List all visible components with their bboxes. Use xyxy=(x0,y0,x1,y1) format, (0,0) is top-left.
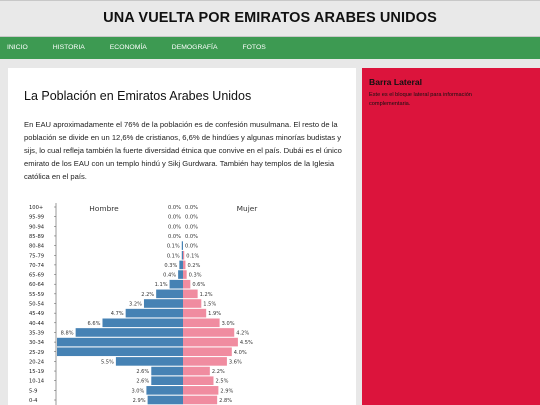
female-value-label: 2.9% xyxy=(220,388,234,395)
male-bar xyxy=(116,357,183,366)
female-value-label: 1.9% xyxy=(208,311,222,318)
male-value-label: 3.0% xyxy=(131,388,145,395)
male-value-label: 8.8% xyxy=(60,330,74,337)
pyramid-svg xyxy=(26,200,356,405)
male-value-label: 2.2% xyxy=(141,291,155,298)
main-nav xyxy=(0,37,540,59)
age-tick-label: 0-4 xyxy=(29,398,38,404)
age-tick-label: 15-19 xyxy=(29,369,45,376)
male-value-label: 0.0% xyxy=(168,233,181,240)
male-bar xyxy=(57,338,183,347)
nav-item-historia[interactable]: HISTORIA xyxy=(52,44,85,51)
female-value-label: 1.5% xyxy=(203,301,217,308)
population-pyramid-chart xyxy=(26,200,356,405)
male-bar xyxy=(178,270,183,279)
female-value-label: 3.0% xyxy=(221,320,235,327)
female-value-label: 0.0% xyxy=(185,243,198,250)
female-value-label: 4.2% xyxy=(236,330,250,337)
female-value-label: 0.0% xyxy=(185,205,198,211)
female-bar xyxy=(183,251,184,260)
female-value-label: 3.6% xyxy=(228,359,242,366)
female-bar xyxy=(183,319,220,328)
female-bar xyxy=(183,299,201,308)
nav-item-inicio[interactable]: INICIO xyxy=(7,44,28,51)
male-value-label: 4.7% xyxy=(110,311,124,318)
female-value-label: 0.1% xyxy=(186,253,200,260)
age-tick-label: 40-44 xyxy=(29,320,45,327)
female-bar xyxy=(183,270,187,279)
nav-item-demografia[interactable]: DEMOGRAFÍA xyxy=(171,44,218,51)
female-bar xyxy=(183,396,217,405)
nav-item-economia[interactable]: ECONOMÍA xyxy=(109,44,147,51)
site-title: UNA VUELTA POR EMIRATOS ARABES UNIDOS xyxy=(103,10,437,26)
female-bar xyxy=(183,376,214,385)
age-tick-label: 50-54 xyxy=(29,301,45,308)
female-value-label: 0.0% xyxy=(185,233,198,240)
male-bar xyxy=(144,299,183,308)
male-bar xyxy=(156,290,183,299)
male-value-label: 0.4% xyxy=(163,272,177,279)
male-value-label: 0.0% xyxy=(168,224,181,231)
age-tick-label: 10-14 xyxy=(29,378,45,385)
female-bar xyxy=(183,386,218,395)
female-bar xyxy=(183,309,206,318)
male-value-label: 0.1% xyxy=(166,243,180,250)
male-value-label: 1.1% xyxy=(154,282,168,289)
female-bar xyxy=(183,367,210,376)
age-tick-label: 45-49 xyxy=(29,311,45,318)
age-tick-label: 90-94 xyxy=(29,224,45,231)
sidebar xyxy=(362,68,540,405)
male-bar xyxy=(102,319,183,328)
page-title: La Población en Emiratos Arabes Unidos xyxy=(24,89,252,103)
female-bar xyxy=(183,338,238,347)
nav-item-fotos[interactable]: FOTOS xyxy=(242,44,266,51)
male-bar xyxy=(151,376,183,385)
main-content xyxy=(8,68,356,405)
female-bar xyxy=(183,347,232,356)
age-tick-label: 30-34 xyxy=(29,340,45,347)
male-value-label: 0.3% xyxy=(164,262,178,269)
male-bar xyxy=(148,396,183,405)
age-tick-label: 35-39 xyxy=(29,330,45,337)
male-value-label: 0.1% xyxy=(166,253,180,260)
female-bar xyxy=(183,261,185,270)
age-tick-label: 20-24 xyxy=(29,359,45,366)
female-value-label: 2.5% xyxy=(215,378,229,385)
female-bar xyxy=(183,357,227,366)
female-value-label: 2.2% xyxy=(211,369,225,376)
male-bar xyxy=(126,309,183,318)
female-bar xyxy=(183,328,234,337)
male-bar xyxy=(170,280,183,289)
female-bar xyxy=(183,280,190,289)
site-header xyxy=(0,0,540,37)
body-paragraph: En EAU aproximadamente el 76% de la población es de confesión musulmana. El resto de la población se divide en un 12,6% de cristianos, 6,6% de hindúes y algunas minorías budistas y sijs, lo cual refleja también la fuerte diversidad étnica que convive en el país. Dubái es el único emirato de los EAU con un templo hindú y Sikj Gurdwara. También hay templos de la Iglesia católica en el país. xyxy=(24,120,342,181)
female-value-label: 4.5% xyxy=(239,340,253,347)
male-value-label: 2.9% xyxy=(132,398,146,404)
age-tick-label: 75-79 xyxy=(29,253,45,260)
age-tick-label: 60-64 xyxy=(29,282,45,289)
male-value-label: 2.6% xyxy=(136,378,150,385)
male-bar xyxy=(182,241,183,250)
male-bar xyxy=(146,386,183,395)
male-bar xyxy=(182,251,183,260)
female-value-label: 0.3% xyxy=(188,272,202,279)
age-tick-label: 95-99 xyxy=(29,214,45,221)
female-value-label: 1.2% xyxy=(199,291,213,298)
age-tick-label: 5-9 xyxy=(29,388,38,395)
female-value-label: 0.6% xyxy=(192,282,206,289)
female-value-label: 4.0% xyxy=(233,349,247,356)
male-value-label: 0.0% xyxy=(168,214,181,221)
male-value-label: 2.6% xyxy=(136,369,150,376)
male-bar xyxy=(179,261,183,270)
age-tick-label: 85-89 xyxy=(29,233,45,240)
age-tick-label: 100+ xyxy=(29,205,44,211)
age-tick-label: 25-29 xyxy=(29,349,45,356)
male-bar xyxy=(76,328,183,337)
age-tick-label: 70-74 xyxy=(29,262,45,269)
female-value-label: 2.8% xyxy=(219,398,233,404)
female-bar xyxy=(183,290,198,299)
male-value-label: 0.0% xyxy=(168,205,181,211)
female-value-label: 0.0% xyxy=(185,214,198,221)
series-label-hombre: Hombre xyxy=(89,204,119,213)
sidebar-title: Barra Lateral xyxy=(369,77,423,87)
male-bar xyxy=(151,367,183,376)
male-value-label: 5.5% xyxy=(100,359,114,366)
age-tick-label: 65-69 xyxy=(29,272,45,279)
series-label-mujer: Mujer xyxy=(236,204,258,213)
age-tick-label: 55-59 xyxy=(29,291,45,298)
sidebar-text: Este es el bloque lateral para información complementaria. xyxy=(369,92,472,107)
male-value-label: 6.6% xyxy=(87,320,101,327)
female-value-label: 0.2% xyxy=(187,262,201,269)
female-value-label: 0.0% xyxy=(185,224,198,231)
male-bar xyxy=(57,347,183,356)
age-tick-label: 80-84 xyxy=(29,243,45,250)
male-value-label: 3.2% xyxy=(129,301,142,308)
